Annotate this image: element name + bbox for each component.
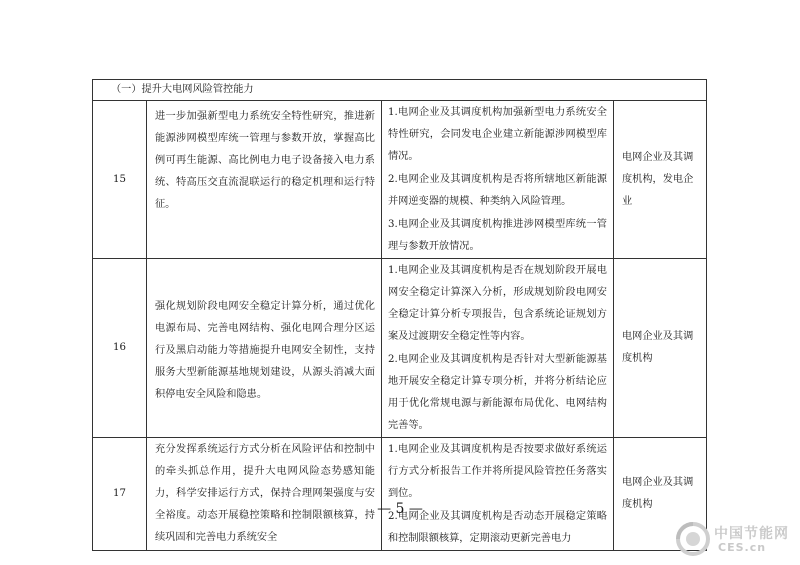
section-title: （一）提升大电网风险管控能力 xyxy=(93,80,707,101)
energy-logo-icon xyxy=(674,521,712,557)
check-item: 1.电网企业及其调度机构加强新型电力系统安全特性研究，会同发电企业建立新能源涉网模型库情况。 xyxy=(388,107,607,162)
row-number: 17 xyxy=(93,438,147,551)
table-row xyxy=(93,438,707,551)
site-watermark xyxy=(674,521,792,557)
row-number: 15 xyxy=(93,101,147,259)
responsible-org: 电网企业及其调度机构 xyxy=(622,477,694,510)
responsible-org: 电网企业及其调度机构，发电企业 xyxy=(622,151,694,207)
watermark-en: CES.cn xyxy=(718,541,767,554)
task-description: 充分发挥系统运行方式分析在风险评估和控制中的牵头抓总作用，提升大电网风险态势感知能力，科学安排运行方式，保持合理网架强度与安全裕度。动态开展稳控策略和控制限额核算，持续巩固和完善电力系统安全 xyxy=(155,444,375,543)
requirements-table xyxy=(92,79,707,551)
check-item: 1.电网企业及其调度机构是否按要求做好系统运行方式分析报告工作并将所提风险管控任务落实到位。 xyxy=(388,444,607,499)
section-header-row xyxy=(93,80,707,101)
check-item: 2.电网企业及其调度机构是否将所辖地区新能源并网逆变器的规模、种类纳入风险管理。 xyxy=(388,174,607,207)
table-row xyxy=(93,259,707,438)
row-number: 16 xyxy=(93,259,147,438)
task-description: 强化规划阶段电网安全稳定计算分析，通过优化电源布局、完善电网结构、强化电网合理分区运行及黑启动能力等措施提升电网安全韧性，支持服务大型新能源基地规划建设，从源头消减大面积停电安全风险和隐患。 xyxy=(155,300,375,400)
table-row xyxy=(93,101,707,259)
check-item: 2.电网企业及其调度机构是否针对大型新能源基地开展安全稳定计算专项分析，并将分析结论应用于优化常规电源与新能源布局优化、电网结构完善等。 xyxy=(388,354,607,431)
page-number: — 5 — xyxy=(377,501,423,517)
check-item: 1.电网企业及其调度机构是否在规划阶段开展电网安全稳定计算深入分析，形成规划阶段电网安全稳定计算分析专项报告，包含系统论证规划方案及过渡期安全稳定性等内容。 xyxy=(388,265,607,342)
check-item: 3.电网企业及其调度机构推进涉网模型库统一管理与参数开放情况。 xyxy=(388,219,607,252)
check-item: 2.电网企业及其调度机构是否动态开展稳定策略和控制限额核算，定期滚动更新完善电力 xyxy=(388,511,607,544)
watermark-cn: 中国节能网 xyxy=(714,526,789,542)
task-description: 进一步加强新型电力系统安全特性研究，推进新能源涉网模型库统一管理与参数开放，掌握高比例可再生能源、高比例电力电子设备接入电力系统、特高压交直流混联运行的稳定机理和运行特征。 xyxy=(155,111,375,210)
responsible-org: 电网企业及其调度机构 xyxy=(622,331,694,364)
